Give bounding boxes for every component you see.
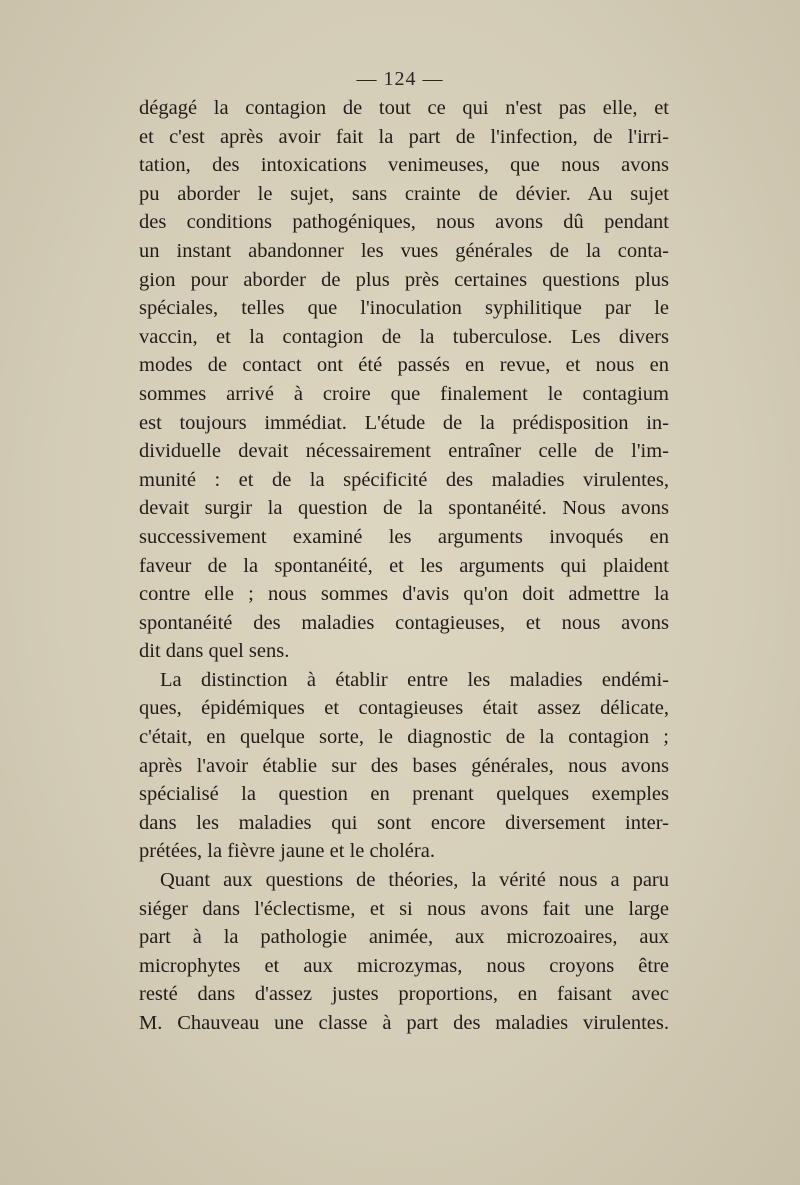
text-line: Quant aux questions de théories, la vérité nous a paru xyxy=(160,869,669,892)
text-line: ques, épidémiques et contagieuses était assez délicate, xyxy=(139,697,669,720)
text-line: dans les maladies qui sont encore diversement inter- xyxy=(139,811,669,834)
text-line: c'était, en quelque sorte, le diagnostic de la contagion ; xyxy=(139,726,669,749)
text-line: gion pour aborder de plus près certaines questions plus xyxy=(139,268,669,291)
text-line: vaccin, et la contagion de la tuberculose. Les divers xyxy=(139,325,669,348)
text-line: contre elle ; nous sommes d'avis qu'on doit admettre la xyxy=(139,583,669,606)
text-line: sommes arrivé à croire que finalement le contagium xyxy=(139,382,669,405)
text-line: dégagé la contagion de tout ce qui n'est pas elle, et xyxy=(139,97,669,119)
text-line: dividuelle devait nécessairement entraîner celle de l'im- xyxy=(139,440,669,463)
text-line: siéger dans l'éclectisme, et si nous avons fait une large xyxy=(139,897,669,920)
text-line: faveur de la spontanéité, et les arguments qui plaident xyxy=(139,554,669,577)
text-line: microphytes et aux microzymas, nous croyons être xyxy=(139,954,669,977)
text-line: après l'avoir établie sur des bases générales, nous avons xyxy=(139,754,669,777)
text-line: est toujours immédiat. L'étude de la prédisposition in- xyxy=(139,411,669,434)
text-line: dit dans quel sens. xyxy=(139,640,290,663)
paragraph-2 xyxy=(139,666,669,866)
text-line: spécialisé la question en prenant quelques exemples xyxy=(139,783,669,806)
text-line: et c'est après avoir fait la part de l'infection, de l'irri- xyxy=(139,125,669,148)
text-line: des conditions pathogéniques, nous avons dû pendant xyxy=(139,211,669,234)
paragraph-1 xyxy=(139,94,669,666)
paragraph-3 xyxy=(139,866,669,1038)
text-line: resté dans d'assez justes proportions, en faisant avec xyxy=(139,983,669,1006)
text-line: M. Chauveau une classe à part des maladies virulentes. xyxy=(139,1012,669,1034)
text-line: un instant abandonner les vues générales de la conta- xyxy=(139,239,669,262)
page-number: — 124 — xyxy=(356,68,444,90)
body-text xyxy=(139,94,669,1038)
text-line: tation, des intoxications venimeuses, que nous avons xyxy=(139,154,669,177)
text-line: pu aborder le sujet, sans crainte de dévier. Au sujet xyxy=(139,182,669,205)
text-line: prétées, la fièvre jaune et le choléra. xyxy=(139,840,435,863)
text-line: part à la pathologie animée, aux microzoaires, aux xyxy=(139,926,669,949)
text-line: devait surgir la question de la spontanéité. Nous avons xyxy=(139,497,669,520)
text-line: spéciales, telles que l'inoculation syphilitique par le xyxy=(139,297,669,320)
text-line: successivement examiné les arguments invoqués en xyxy=(139,525,669,548)
text-line: spontanéité des maladies contagieuses, et nous avons xyxy=(139,611,669,634)
text-line: La distinction à établir entre les maladies endémi- xyxy=(160,668,669,691)
text-line: modes de contact ont été passés en revue, et nous en xyxy=(139,354,669,377)
text-line: munité : et de la spécificité des maladies virulentes, xyxy=(139,468,669,491)
